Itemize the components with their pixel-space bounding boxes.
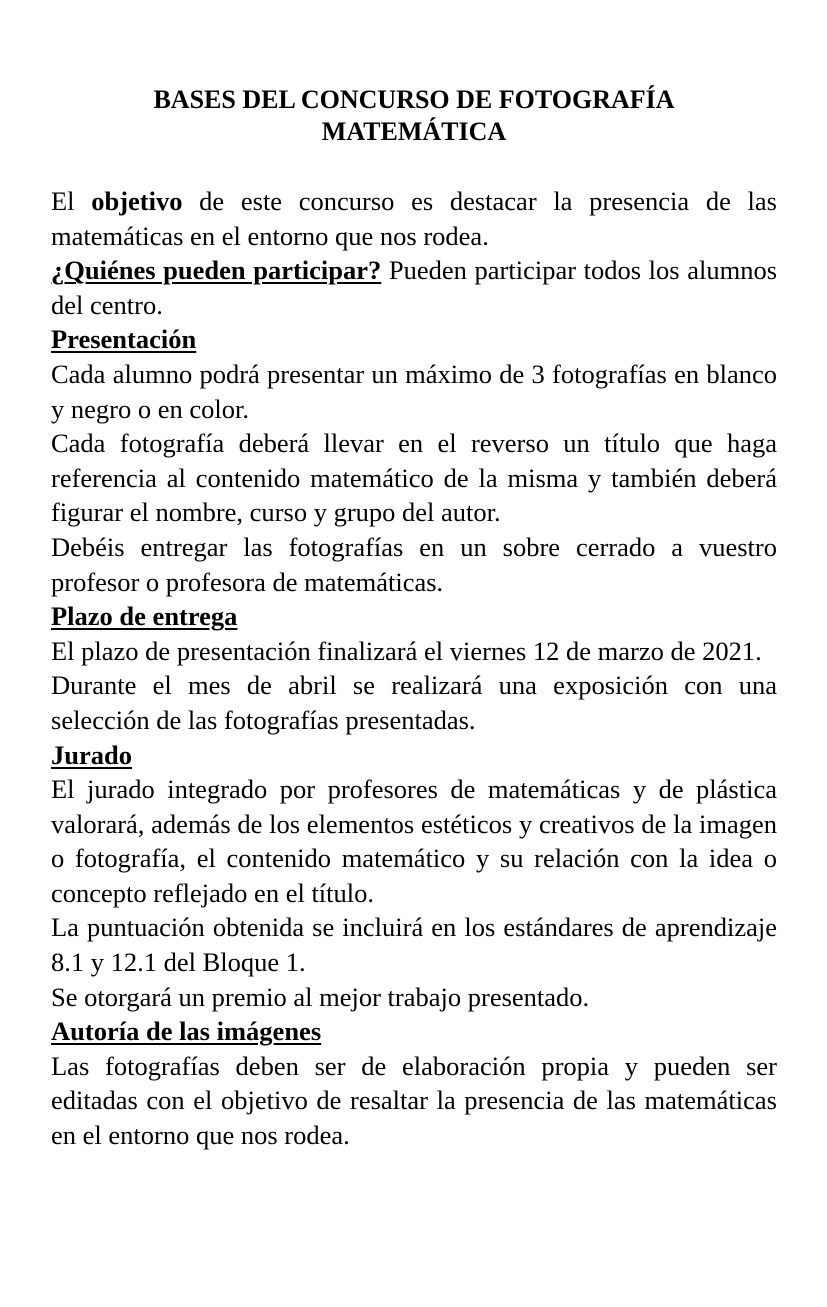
intro-bold-keyword: objetivo [91, 186, 183, 216]
plazo-paragraph-1: El plazo de presentación finalizará el viernes 12 de marzo de 2021. [51, 635, 762, 666]
section-heading-presentacion: Presentación [51, 324, 197, 355]
document-body [51, 184, 777, 1153]
intro-suffix: de este concurso es destacar la presencia de las matemáticas en el entorno que nos rodea. [51, 186, 777, 251]
intro-prefix: El [51, 186, 92, 216]
section-heading-jurado: Jurado [51, 739, 132, 770]
intro-paragraph [51, 184, 777, 253]
presentacion-paragraph-2: Cada fotografía deberá llevar en el reverso un título que haga referencia al contenido matemático de la misma y también deberá figurar el nombre, curso y grupo del autor. [51, 428, 777, 528]
jurado-paragraph-2: La puntuación obtenida se incluirá en los estándares de aprendizaje 8.1 y 12.1 del Bloque 1. [51, 912, 777, 978]
jurado-paragraph-1: El jurado integrado por profesores de matemáticas y de plástica valorará, además de los elementos estéticos y creativos de la imagen o fotografía, el contenido matemático y su relación con la idea o concepto reflejado en el título. [51, 774, 777, 908]
section-heading-plazo: Plazo de entrega [51, 601, 238, 632]
title-line-2: MATEMÁTICA [321, 117, 507, 146]
section-heading-autoria: Autoría de las imágenes [51, 1016, 322, 1047]
title-line-1: BASES DEL CONCURSO DE FOTOGRAFÍA [153, 85, 675, 114]
document-page [51, 84, 777, 1153]
page-title [51, 84, 777, 148]
autoria-paragraph-1: Las fotografías deben ser de elaboración propia y pueden ser editadas con el objetivo de resaltar la presencia de las matemáticas en el entorno que nos rodea. [51, 1050, 777, 1151]
participants-paragraph [51, 253, 777, 322]
participants-heading: ¿Quiénes pueden participar? [51, 255, 382, 286]
presentacion-paragraph-1: Cada alumno podrá presentar un máximo de 3 fotografías en blanco y negro o en color. [51, 358, 777, 424]
participants-text: Pueden participar todos los alumnos del centro. [51, 255, 778, 320]
presentacion-paragraph-3: Debéis entregar las fotografías en un sobre cerrado a vuestro profesor o profesora de matemáticas. [51, 531, 777, 597]
plazo-paragraph-2: Durante el mes de abril se realizará una exposición con una selección de las fotografías presentadas. [51, 670, 777, 735]
jurado-paragraph-3: Se otorgará un premio al mejor trabajo presentado. [51, 981, 590, 1012]
